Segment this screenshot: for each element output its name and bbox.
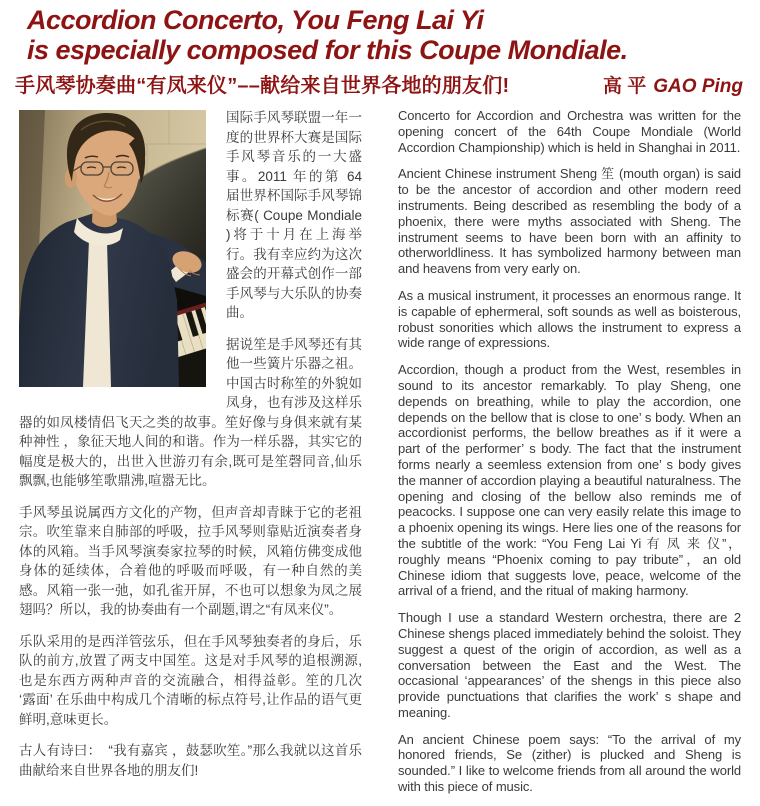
title-line-2: is especially composed for this Coupe Mondiale. xyxy=(27,35,628,65)
cn-paragraph-1: 国际手风琴联盟一年一度的世界杯大赛是国际手风琴音乐的一大盛事。2011 年的第 64 届世界杯国际手风琴锦标赛( Coupe Mondiale )将于十月在上海举行。我有幸应约为这次盛会的开幕式创作一部手风琴与大乐队的协奏曲。 xyxy=(226,110,362,320)
author-name-chinese: 高 平 xyxy=(602,76,647,97)
author-name-english: GAO Ping xyxy=(653,76,743,97)
cn-paragraph-4: 乐队采用的是西洋管弦乐，但在手风琴独奏者的身后，乐队的前方,放置了两支中国笙。这是对手风琴的追根溯源,也是东西方两种声音的交流融合，相得益彰。笙的几次 ‘露面’ 在乐曲中构成几个清晰的标点符号,让作品的语气更鲜明,意味更长。 xyxy=(19,633,362,727)
subtitle-row xyxy=(15,69,743,98)
english-column xyxy=(398,108,741,806)
article-body xyxy=(0,108,760,806)
portrait-photo-illustration xyxy=(19,110,206,387)
en-paragraph-4: Accordion, though a product from the West, resembles in sound to its ancestor remarkably. To play Sheng, one depends on breathing, while to play the accordion, one depends on the bellow that is close to one’ s body. When an accordionist performs, the bellow breathes as if it were a part of the performer’ s body. The fact that the instrument forms nearly a seemless extension from one’ s body gives the manner of accordion playing a beautiful naturalness. The opening and closing of the bellow also reminds me of peacocks. I suppose one can very easily relate this image to a phoenix opening its wings. Here lies one of the reasons for the subtitle of the work: “You Feng Lai Yi 有 凤 来 仪”，roughly means “Phoenix coming to pay tribute”，an old Chinese idiom that suggests love, peace, welcome of the arrival of a friend, and the ritual of making harmony. xyxy=(398,362,741,599)
en-paragraph-3: As a musical instrument, it processes an enormous range. It is capable of ephermeral, soft sounds as well as boisterous, robust sonorities which allows the instrument to express a wide range of expressions. xyxy=(398,287,741,351)
en-paragraph-2: Ancient Chinese instrument Sheng 笙 (mouth organ) is said to be the ancestor of accordion and other modern reed instruments. Being described as resembling the body of a phoenix, there were myths associated with Sheng. The instrument seems to have been born with an affinity to otherworldliness. It has symbolized harmony between man and heavens from very early on. xyxy=(398,166,741,277)
author-byline xyxy=(603,71,743,98)
article-page xyxy=(0,5,760,795)
en-paragraph-5: Though I use a standard Western orchestra, there are 2 Chinese shengs placed immediately behind the soloist. They suggest a quest of the origin of accordion, as well as a conversation between the East and the West. The occasional ‘appearances’ of the shengs in this piece also provide punctuations that clarifies the work’ s shape and meaning. xyxy=(398,610,741,720)
cn-paragraph-2: 据说笙是手风琴还有其他一些簧片乐器之祖。中国古时称笙的外貌如凤身，也有涉及这样乐器的如凤楼情侣飞天之类的故事。笙好像与身俱来就有某种神性 ，象征天地人间的和谐。作为一样乐器，其实它的幅度是极大的，出世入世游刃有余,既可是笙磬同音,仙乐飘飘,也能够笙歌鼎沸,喧嚣无比。 xyxy=(19,336,362,488)
subtitle-chinese: 手风琴协奏曲“有凤来仪”––献给来自世界各地的朋友们! xyxy=(15,75,510,97)
article-title xyxy=(27,5,760,65)
portrait-photo xyxy=(19,110,206,387)
article-header xyxy=(0,5,760,98)
en-paragraph-6: An ancient Chinese poem says: “To the arrival of my honored friends, Se (zither) is plucked and Sheng is sounded.” I like to welcome friends from all around the world with this piece of music. xyxy=(398,731,741,795)
title-line-1: Accordion Concerto, You Feng Lai Yi xyxy=(27,5,484,35)
cn-paragraph-5: 古人有诗曰： “我有嘉宾 ，鼓瑟吹笙。”那么我就以这首乐曲献给来自世界各地的朋友们! xyxy=(19,743,362,778)
en-paragraph-1: Concerto for Accordion and Orchestra was written for the opening concert of the 64th Coupe Mondiale (World Accordion Championship) which is held in Shanghai in 2011. xyxy=(398,108,741,155)
chinese-column xyxy=(19,108,362,806)
cn-paragraph-3: 手风琴虽说属西方文化的产物，但声音却青睐于它的老祖宗。吹笙靠来自肺部的呼吸，拉手风琴则靠贴近演奏者身体的风箱。当手风琴演奏家拉琴的时候，风箱仿佛变成他身体的延续体，合着他的呼吸而呼吸，有一种自然的美感。风箱一张一弛，如孔雀开屏，不也可以想象为凤之展翅吗？所以，我的协奏曲有一个副题,谓之“有凤来仪”。 xyxy=(19,504,362,617)
